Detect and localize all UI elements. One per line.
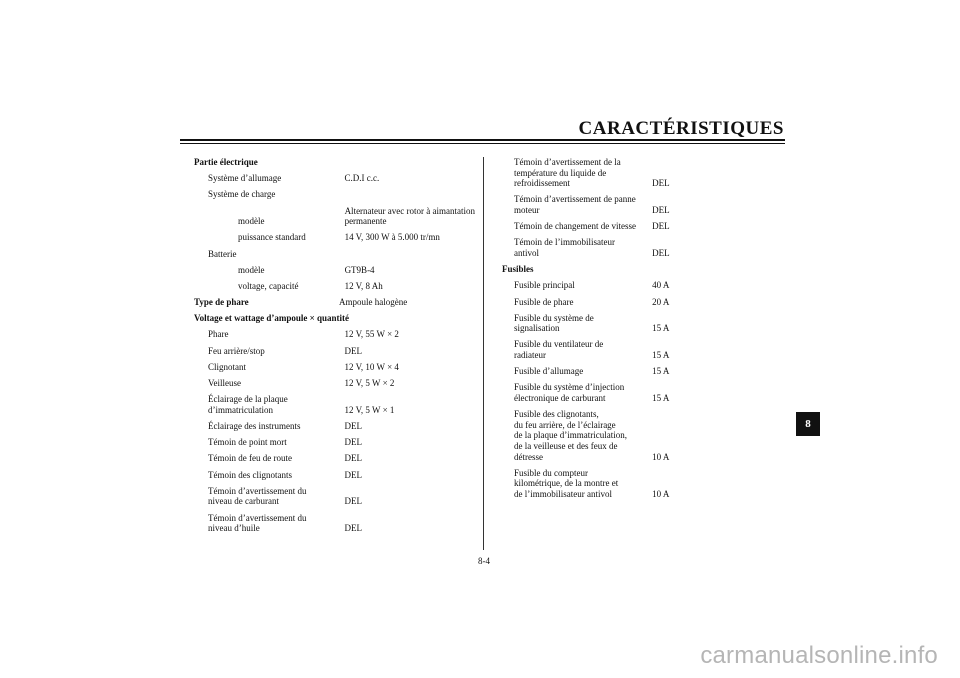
spec-value: DEL <box>652 178 670 189</box>
spec-value: DEL <box>344 496 362 507</box>
spec-value: DEL <box>652 247 670 258</box>
spec-label: Témoin de point mort <box>208 437 287 448</box>
spec-label: Fusible du système d’injection électronique de carburant <box>514 382 625 404</box>
spec-label: Système d’allumage <box>208 173 282 184</box>
spec-label: Fusible du compteur kilométrique, de la montre et de l’immobilisateur antivol <box>514 467 619 499</box>
spec-value: GT9B-4 <box>344 264 375 275</box>
spec-row-battery-capacity <box>194 281 484 292</box>
spec-row-charging <box>194 189 484 200</box>
spec-row-fuse <box>502 280 682 291</box>
spec-row-ignition <box>194 173 484 184</box>
spec-value: 14 V, 300 W à 5.000 tr/mn <box>344 232 440 243</box>
spec-value: C.D.I c.c. <box>344 173 380 184</box>
spec-value: DEL <box>344 453 362 464</box>
spec-row-fuse <box>502 366 682 377</box>
spec-label: puissance standard <box>238 232 306 243</box>
spec-value: 10 A <box>652 451 670 462</box>
spec-label: Témoin de feu de route <box>208 453 292 464</box>
spec-value: Ampoule halogène <box>339 297 408 308</box>
spec-label: Fusible de phare <box>514 296 574 307</box>
spec-value: 15 A <box>652 350 670 361</box>
spec-label: modèle <box>238 216 265 227</box>
spec-row-charging-model <box>194 206 484 227</box>
spec-label: Feu arrière/stop <box>208 345 265 356</box>
spec-label: Clignotant <box>208 361 246 372</box>
spec-row-bulb <box>194 437 484 448</box>
spec-label: Fusible d’allumage <box>514 366 584 377</box>
section-heading: Fusibles <box>502 264 534 275</box>
spec-row-bulb <box>194 421 484 432</box>
section-tab: 8 <box>796 412 820 436</box>
spec-label: Témoin d’avertissement de la température du liquide de refroidissement <box>514 157 621 189</box>
right-column <box>502 157 682 505</box>
spec-row-bulb <box>194 346 484 357</box>
spec-row-indicator <box>502 221 682 232</box>
spec-row-headlight-type <box>194 297 484 308</box>
spec-row-bulb-heading <box>194 313 484 324</box>
spec-label: Fusible du ventilateur de radiateur <box>514 339 604 361</box>
spec-row-bulb <box>194 470 484 481</box>
spec-value: DEL <box>652 221 670 232</box>
spec-row-fuse <box>502 297 682 308</box>
header-rule-thick <box>180 139 785 141</box>
spec-row-bulb <box>194 453 484 464</box>
spec-row-fuse <box>502 468 682 500</box>
spec-row-bulb <box>194 329 484 340</box>
spec-row-battery-model <box>194 265 484 276</box>
spec-value: DEL <box>652 204 670 215</box>
spec-value: DEL <box>344 523 362 534</box>
spec-label: Témoin de l’immobilisateur antivol <box>514 237 615 258</box>
spec-label: Phare <box>208 329 229 340</box>
spec-value: 20 A <box>652 296 670 307</box>
spec-row-electrical-heading <box>194 157 484 168</box>
spec-label: Éclairage des instruments <box>208 421 301 431</box>
spec-value: 40 A <box>652 280 670 291</box>
spec-label: voltage, capacité <box>238 280 299 291</box>
spec-row-battery <box>194 249 484 260</box>
spec-row-fuse <box>502 409 682 462</box>
column-divider <box>483 157 484 550</box>
spec-value: 12 V, 5 W × 2 <box>344 378 395 389</box>
spec-value: 15 A <box>652 393 670 404</box>
spec-label: Batterie <box>208 248 237 259</box>
spec-value: DEL <box>344 345 362 356</box>
spec-label: Veilleuse <box>208 378 241 389</box>
spec-row-bulb <box>194 362 484 373</box>
spec-row-indicator <box>502 237 682 258</box>
spec-label: Type de phare <box>194 297 249 308</box>
spec-row-fuse <box>502 339 682 360</box>
spec-value: 12 V, 10 W × 4 <box>344 361 399 372</box>
section-heading: Partie électrique <box>194 157 258 167</box>
spec-label: Éclairage de la plaque d’immatriculation <box>208 394 288 415</box>
spec-value: Alternateur avec rotor à aimantation permanente <box>344 205 476 227</box>
spec-row-bulb <box>194 486 484 507</box>
spec-value: 15 A <box>652 366 670 377</box>
spec-label: Témoin des clignotants <box>208 469 292 480</box>
spec-value: DEL <box>344 421 362 431</box>
page-title: CARACTÉRISTIQUES <box>578 118 784 139</box>
spec-row-bulb <box>194 513 484 534</box>
spec-label: Fusible du système de signalisation <box>514 312 594 334</box>
spec-label: Système de charge <box>208 189 276 200</box>
spec-label: modèle <box>238 264 265 275</box>
spec-value: 15 A <box>652 323 670 334</box>
spec-row-indicator <box>502 157 682 189</box>
spec-row-fuses-heading <box>502 264 682 275</box>
spec-label: Fusible des clignotants, du feu arrière, de l’éclairage de la plaque d’immatriculation, de la veilleuse et des feux de détresse <box>514 409 627 462</box>
spec-label: Fusible principal <box>514 280 575 291</box>
spec-label: Témoin d’avertissement de panne moteur <box>514 194 636 215</box>
spec-value: 12 V, 8 Ah <box>344 280 383 291</box>
spec-value: DEL <box>344 469 362 480</box>
spec-row-indicator <box>502 194 682 215</box>
spec-row-bulb <box>194 378 484 389</box>
spec-label: Témoin d’avertissement du niveau d’huile <box>208 512 307 534</box>
spec-row-fuse <box>502 382 682 403</box>
spec-label: Témoin d’avertissement du niveau de carburant <box>208 485 307 507</box>
spec-row-charging-output <box>194 232 484 243</box>
page-number: 8-4 <box>478 556 490 566</box>
section-heading: Voltage et wattage d’ampoule × quantité <box>194 313 350 324</box>
spec-label: Témoin de changement de vitesse <box>514 221 636 232</box>
spec-value: DEL <box>344 437 362 448</box>
spec-row-bulb <box>194 394 484 415</box>
left-column <box>194 157 484 539</box>
spec-value: 10 A <box>652 488 670 499</box>
header-rule-thin <box>180 143 785 144</box>
watermark: carmanualsonline.info <box>700 642 938 669</box>
spec-row-fuse <box>502 313 682 334</box>
spec-value: 12 V, 55 W × 2 <box>344 329 399 340</box>
spec-value: 12 V, 5 W × 1 <box>344 404 395 415</box>
